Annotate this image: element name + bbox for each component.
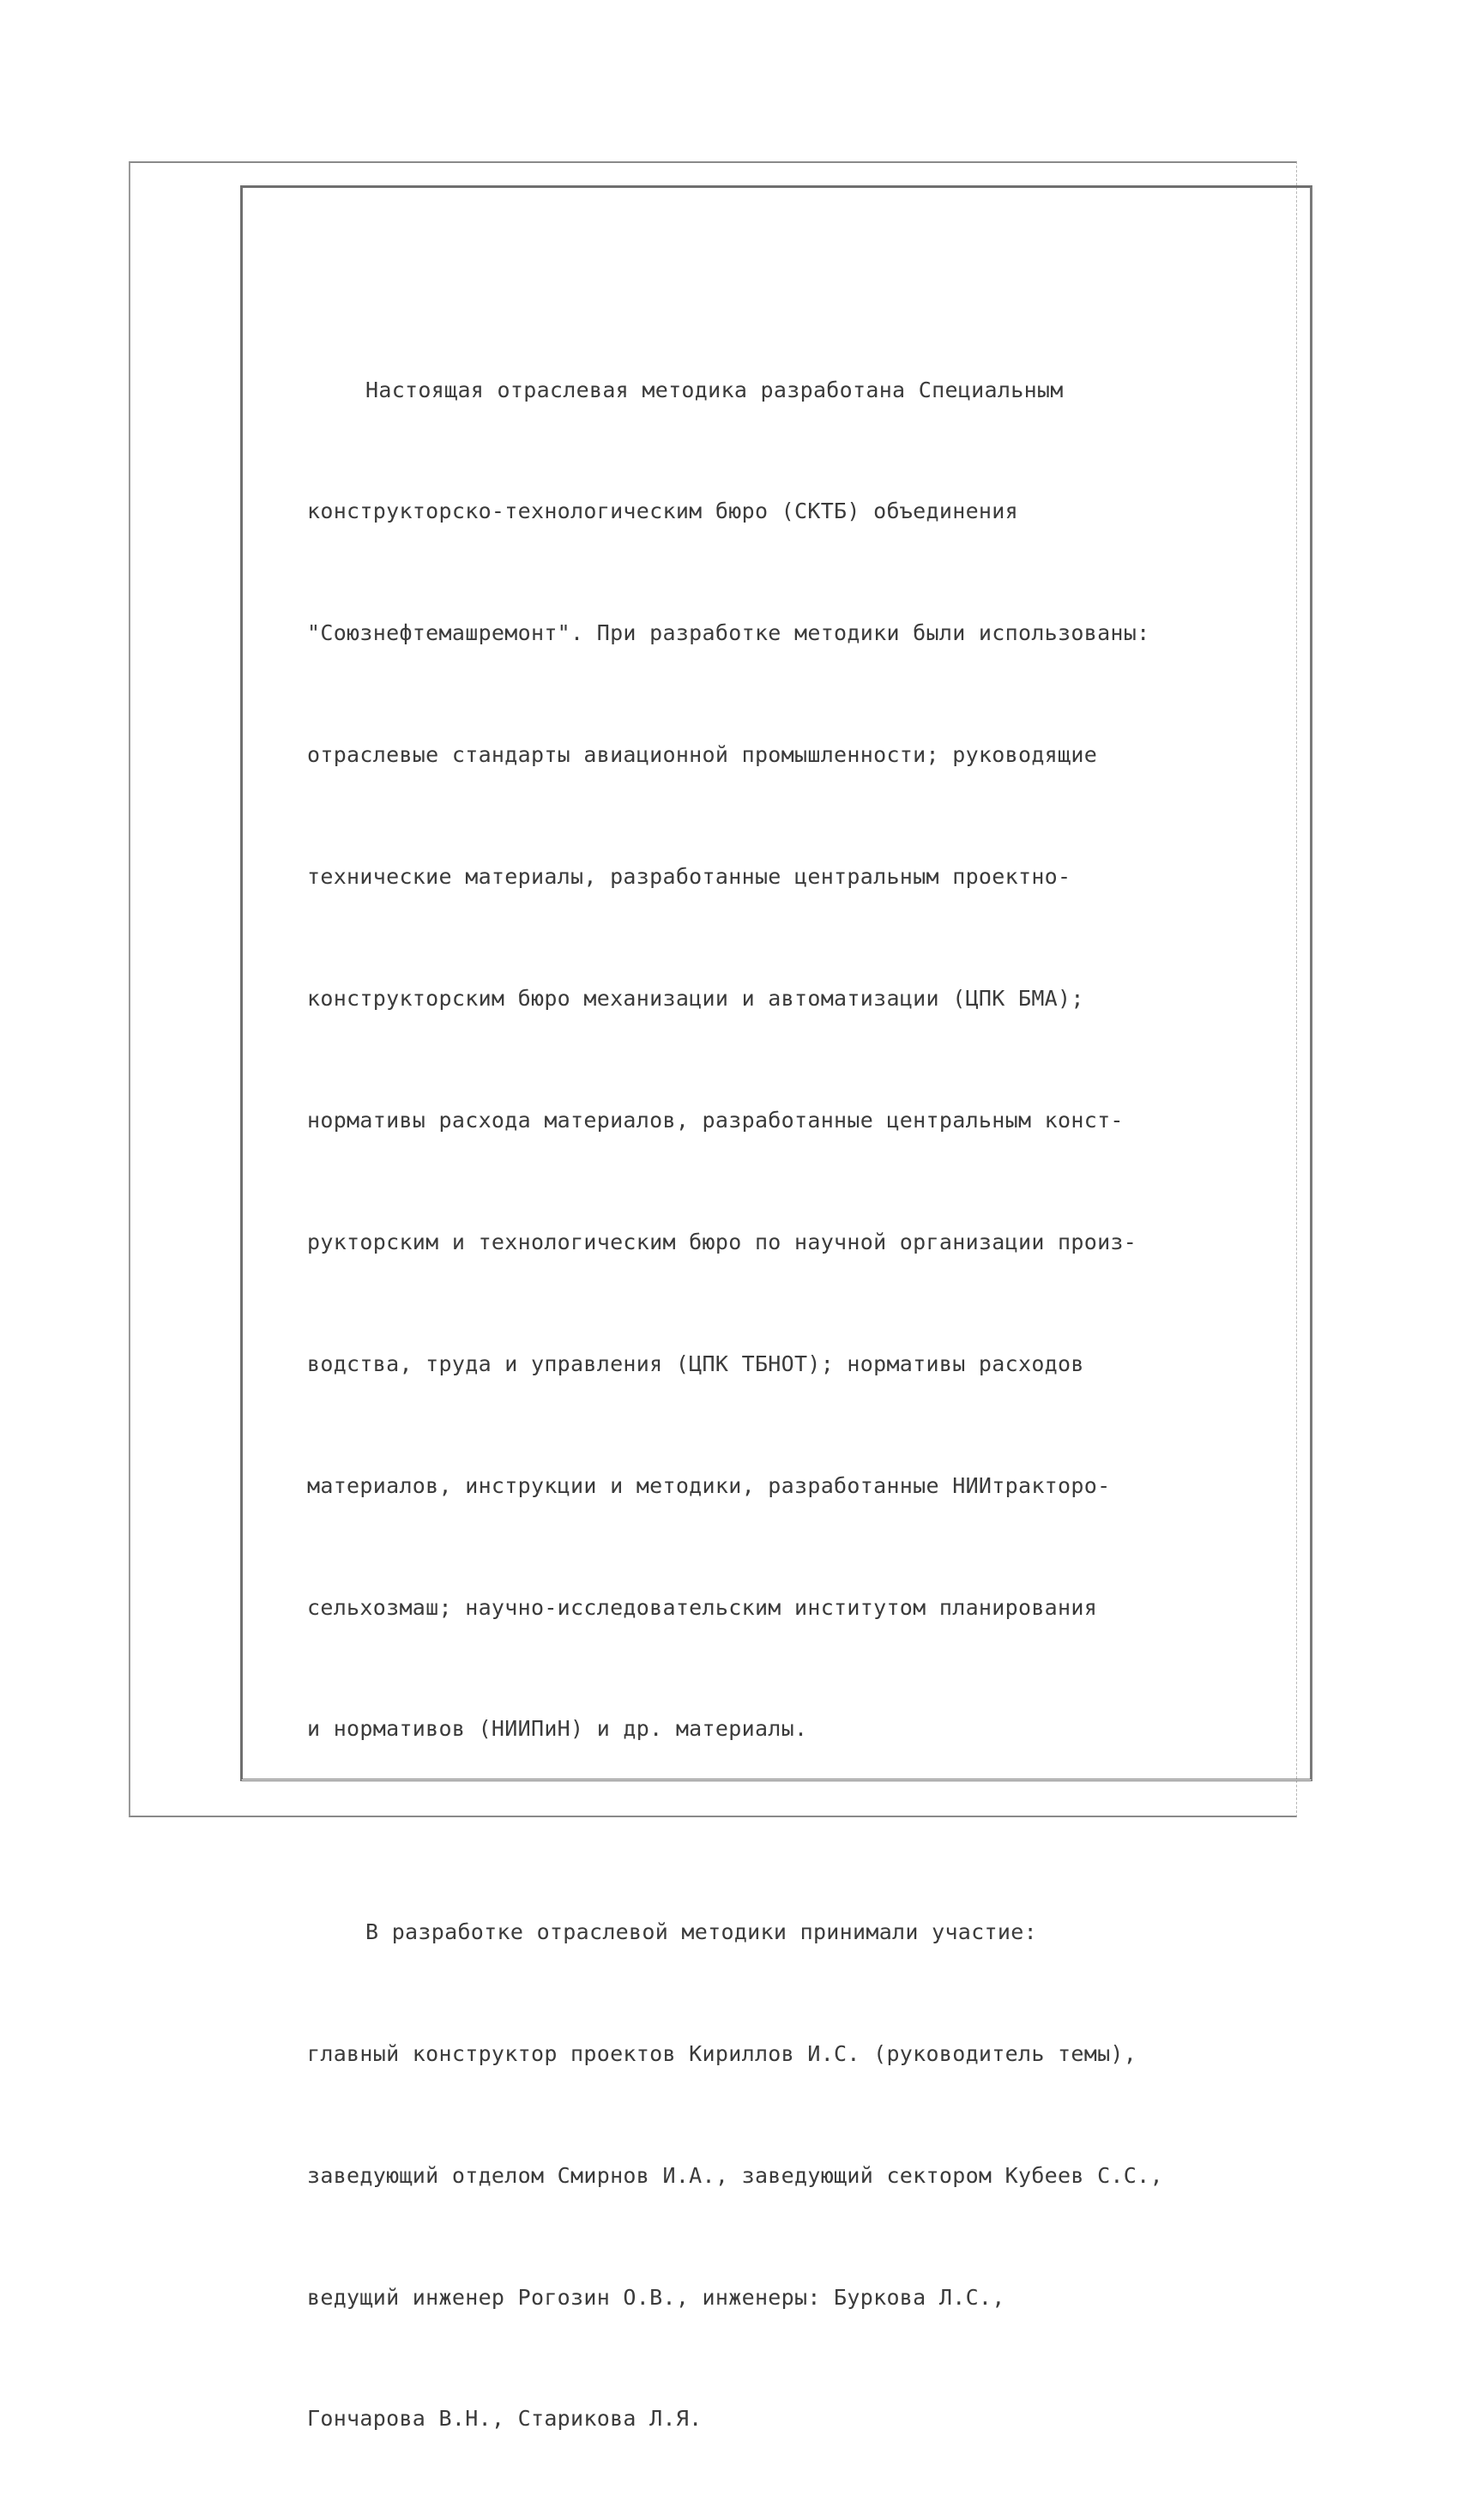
paragraph-developers: [307, 288, 1302, 1830]
text-line: и нормативов (НИИПиН) и др. материалы.: [307, 1716, 808, 1742]
text-line: конструкторско-технологическим бюро (СКТБ) объединения: [307, 499, 1018, 524]
document-body: [307, 288, 1302, 2520]
text-line: ведущий инженер Рогозин О.В., инженеры: Буркова Л.С.,: [307, 2284, 1005, 2310]
text-line: Гончарова В.Н., Старикова Л.Я.: [307, 2406, 703, 2432]
text-line: "Союзнефтемашремонт". При разработке методики были использованы:: [307, 620, 1150, 646]
text-line: Настоящая отраслевая методика разработана Специальным: [365, 377, 1064, 402]
text-line: сельхозмаш; научно-исследовательским институтом планирования: [307, 1594, 1098, 1620]
text-line: рукторским и технологическим бюро по научной организации произ-: [307, 1229, 1137, 1254]
text-line: отраслевые стандарты авиационной промышленности; руководящие: [307, 742, 1098, 768]
paragraph-participants: [307, 1830, 1302, 2520]
text-line: нормативы расхода материалов, разработанные центральным конст-: [307, 1107, 1124, 1133]
text-line: технические материалы, разработанные центральным проектно-: [307, 864, 1071, 890]
text-line: заведующий отделом Смирнов И.А., заведующий сектором Кубеев С.С.,: [307, 2162, 1163, 2188]
text-line: материалов, инструкции и методики, разработанные НИИтракторо-: [307, 1472, 1111, 1498]
text-line: конструкторским бюро механизации и автоматизации (ЦПК БМА);: [307, 986, 1084, 1012]
text-line: главный конструктор проектов Кириллов И.С. (руководитель темы),: [307, 2040, 1137, 2066]
text-line: В разработке отраслевой методики принимали участие:: [365, 1919, 1037, 1944]
text-line: водства, труда и управления (ЦПК ТБНОТ); нормативы расходов: [307, 1351, 1084, 1376]
